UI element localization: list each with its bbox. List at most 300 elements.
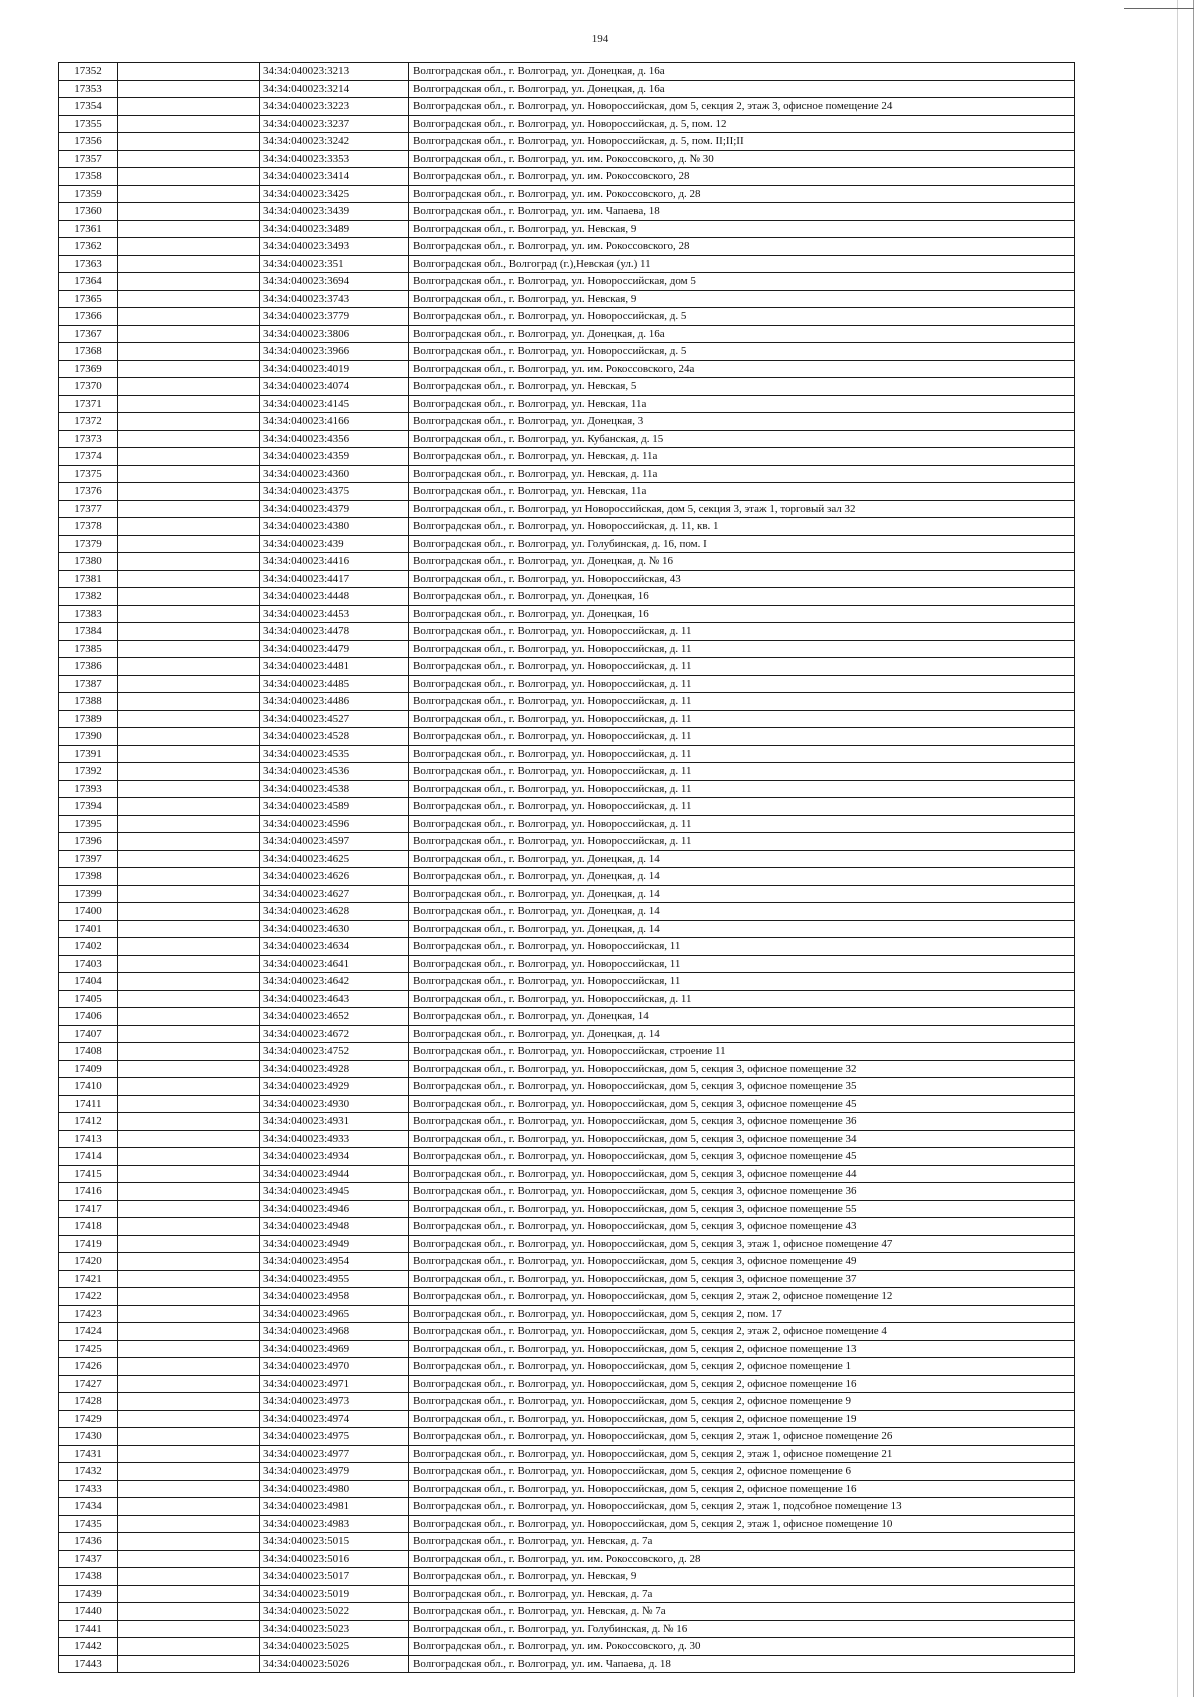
table-row <box>59 1323 1075 1341</box>
table-row <box>59 1270 1075 1288</box>
table-row <box>59 640 1075 658</box>
cadastral-number-cell: 34:34:040023:4969 <box>260 1340 409 1358</box>
table-row <box>59 1288 1075 1306</box>
address-cell: Волгоградская обл., г. Волгоград, ул. Новороссийская, д. 11 <box>409 833 1075 851</box>
table-row <box>59 465 1075 483</box>
row-number-cell: 17384 <box>59 623 118 641</box>
table-row <box>59 98 1075 116</box>
scan-edge-line <box>1193 0 1194 1697</box>
cadastral-number-cell: 34:34:040023:4074 <box>260 378 409 396</box>
table-row <box>59 1480 1075 1498</box>
row-number-cell: 17355 <box>59 115 118 133</box>
row-number-cell: 17440 <box>59 1603 118 1621</box>
cadastral-number-cell: 34:34:040023:3237 <box>260 115 409 133</box>
row-number-cell: 17406 <box>59 1008 118 1026</box>
row-number-cell: 17410 <box>59 1078 118 1096</box>
empty-cell <box>118 133 260 151</box>
row-number-cell: 17413 <box>59 1130 118 1148</box>
address-cell: Волгоградская обл., г. Волгоград, ул. Новороссийская, дом 5, секция 3, офисное помещение 43 <box>409 1218 1075 1236</box>
cadastral-number-cell: 34:34:040023:5019 <box>260 1585 409 1603</box>
row-number-cell: 17407 <box>59 1025 118 1043</box>
empty-cell <box>118 780 260 798</box>
row-number-cell: 17401 <box>59 920 118 938</box>
address-cell: Волгоградская обл., г. Волгоград, ул. им. Рокоссовского, д. 28 <box>409 1550 1075 1568</box>
cadastral-number-cell: 34:34:040023:3353 <box>260 150 409 168</box>
table-row <box>59 885 1075 903</box>
address-cell: Волгоградская обл., г. Волгоград, ул. Новороссийская, д. 11 <box>409 990 1075 1008</box>
empty-cell <box>118 920 260 938</box>
cadastral-number-cell: 34:34:040023:4478 <box>260 623 409 641</box>
row-number-cell: 17363 <box>59 255 118 273</box>
empty-cell <box>118 1148 260 1166</box>
address-cell: Волгоградская обл., г. Волгоград, ул. Новороссийская, д. 11 <box>409 658 1075 676</box>
address-cell: Волгоградская обл., г. Волгоград, ул. Донецкая, д. 14 <box>409 868 1075 886</box>
address-cell: Волгоградская обл., г. Волгоград, ул. Новороссийская, д. 11 <box>409 640 1075 658</box>
scan-edge-line-faint <box>1177 0 1178 1697</box>
empty-cell <box>118 1445 260 1463</box>
cadastral-number-cell: 34:34:040023:3743 <box>260 290 409 308</box>
row-number-cell: 17370 <box>59 378 118 396</box>
cadastral-number-cell: 34:34:040023:4535 <box>260 745 409 763</box>
empty-cell <box>118 1305 260 1323</box>
address-cell: Волгоградская обл., г. Волгоград, ул. Донецкая, д. 16а <box>409 80 1075 98</box>
empty-cell <box>118 185 260 203</box>
address-cell: Волгоградская обл., г. Волгоград, ул. Новороссийская, д. 11 <box>409 798 1075 816</box>
row-number-cell: 17352 <box>59 63 118 81</box>
table-row <box>59 535 1075 553</box>
empty-cell <box>118 1498 260 1516</box>
table-row <box>59 1025 1075 1043</box>
table-row <box>59 325 1075 343</box>
table-row <box>59 133 1075 151</box>
row-number-cell: 17434 <box>59 1498 118 1516</box>
table-row <box>59 623 1075 641</box>
row-number-cell: 17418 <box>59 1218 118 1236</box>
row-number-cell: 17426 <box>59 1358 118 1376</box>
address-cell: Волгоградская обл., г. Волгоград, ул. Новороссийская, дом 5, секция 2, этаж 1, подсобное помещение 13 <box>409 1498 1075 1516</box>
address-cell: Волгоградская обл., г. Волгоград, ул. Новороссийская, дом 5, секция 3, этаж 1, офисное помещение 47 <box>409 1235 1075 1253</box>
table-row <box>59 1358 1075 1376</box>
empty-cell <box>118 80 260 98</box>
cadastral-number-cell: 34:34:040023:4019 <box>260 360 409 378</box>
cadastral-number-cell: 34:34:040023:4536 <box>260 763 409 781</box>
table-row <box>59 220 1075 238</box>
address-cell: Волгоградская обл., г. Волгоград, ул. Новороссийская, дом 5, секция 2, офисное помещение 6 <box>409 1463 1075 1481</box>
cadastral-number-cell: 34:34:040023:4981 <box>260 1498 409 1516</box>
address-cell: Волгоградская обл., г. Волгоград, ул. Новороссийская, дом 5, секция 2, этаж 2, офисное помещение 12 <box>409 1288 1075 1306</box>
cadastral-number-cell: 34:34:040023:4933 <box>260 1130 409 1148</box>
empty-cell <box>118 903 260 921</box>
row-number-cell: 17357 <box>59 150 118 168</box>
address-cell: Волгоградская обл., г. Волгоград, ул. Новороссийская, дом 5 <box>409 273 1075 291</box>
row-number-cell: 17359 <box>59 185 118 203</box>
table-row <box>59 430 1075 448</box>
cadastral-number-cell: 34:34:040023:4589 <box>260 798 409 816</box>
address-cell: Волгоградская обл., г. Волгоград, ул. Новороссийская, дом 5, секция 2, офисное помещение 16 <box>409 1375 1075 1393</box>
registry-table <box>58 62 1075 1673</box>
table-row <box>59 1113 1075 1131</box>
cadastral-number-cell: 34:34:040023:5017 <box>260 1568 409 1586</box>
cadastral-number-cell: 34:34:040023:4453 <box>260 605 409 623</box>
row-number-cell: 17374 <box>59 448 118 466</box>
table-row <box>59 203 1075 221</box>
table-row <box>59 115 1075 133</box>
cadastral-number-cell: 34:34:040023:4486 <box>260 693 409 711</box>
cadastral-number-cell: 34:34:040023:4975 <box>260 1428 409 1446</box>
row-number-cell: 17437 <box>59 1550 118 1568</box>
address-cell: Волгоградская обл., г. Волгоград, ул. Новороссийская, дом 5, секция 2, офисное помещение 9 <box>409 1393 1075 1411</box>
address-cell: Волгоградская обл., г. Волгоград, ул. Новороссийская, д. 11 <box>409 693 1075 711</box>
empty-cell <box>118 640 260 658</box>
row-number-cell: 17378 <box>59 518 118 536</box>
cadastral-number-cell: 34:34:040023:4379 <box>260 500 409 518</box>
empty-cell <box>118 623 260 641</box>
row-number-cell: 17387 <box>59 675 118 693</box>
empty-cell <box>118 798 260 816</box>
empty-cell <box>118 1060 260 1078</box>
empty-cell <box>118 675 260 693</box>
address-cell: Волгоградская обл., г. Волгоград, ул. Новороссийская, д. 11 <box>409 623 1075 641</box>
address-cell: Волгоградская обл., г. Волгоград, ул. им. Рокоссовского, д. 30 <box>409 1638 1075 1656</box>
table-row <box>59 1533 1075 1551</box>
address-cell: Волгоградская обл., г. Волгоград, ул. Новороссийская, 11 <box>409 973 1075 991</box>
address-cell: Волгоградская обл., г. Волгоград, ул. Невская, д. № 7а <box>409 1603 1075 1621</box>
cadastral-number-cell: 34:34:040023:4968 <box>260 1323 409 1341</box>
cadastral-number-cell: 34:34:040023:4945 <box>260 1183 409 1201</box>
address-cell: Волгоградская обл., г. Волгоград, ул. Новороссийская, д. 11 <box>409 745 1075 763</box>
address-cell: Волгоградская обл., г. Волгоград, ул. Новороссийская, д. 11 <box>409 815 1075 833</box>
row-number-cell: 17416 <box>59 1183 118 1201</box>
table-row <box>59 1603 1075 1621</box>
address-cell: Волгоградская обл., г. Волгоград, ул. Донецкая, д. 14 <box>409 1025 1075 1043</box>
address-cell: Волгоградская обл., г. Волгоград, ул. Невская, д. 11а <box>409 448 1075 466</box>
cadastral-number-cell: 34:34:040023:4641 <box>260 955 409 973</box>
address-cell: Волгоградская обл., г. Волгоград, ул. Новороссийская, дом 5, секция 3, офисное помещение 45 <box>409 1148 1075 1166</box>
table-row <box>59 553 1075 571</box>
row-number-cell: 17427 <box>59 1375 118 1393</box>
address-cell: Волгоградская обл., г. Волгоград, ул. Невская, д. 7а <box>409 1533 1075 1551</box>
empty-cell <box>118 1043 260 1061</box>
empty-cell <box>118 255 260 273</box>
empty-cell <box>118 238 260 256</box>
empty-cell <box>118 1078 260 1096</box>
address-cell: Волгоградская обл., г. Волгоград, ул. им. Чапаева, 18 <box>409 203 1075 221</box>
address-cell: Волгоградская обл., г. Волгоград, ул. Новороссийская, 11 <box>409 955 1075 973</box>
empty-cell <box>118 98 260 116</box>
address-cell: Волгоградская обл., г. Волгоград, ул. Новороссийская, дом 5, секция 2, офисное помещение 13 <box>409 1340 1075 1358</box>
row-number-cell: 17417 <box>59 1200 118 1218</box>
empty-cell <box>118 360 260 378</box>
address-cell: Волгоградская обл., г. Волгоград, ул. Новороссийская, д. 5, пом. II;II;II <box>409 133 1075 151</box>
table-row <box>59 675 1075 693</box>
empty-cell <box>118 605 260 623</box>
empty-cell <box>118 868 260 886</box>
cadastral-number-cell: 34:34:040023:5016 <box>260 1550 409 1568</box>
cadastral-number-cell: 34:34:040023:3439 <box>260 203 409 221</box>
empty-cell <box>118 1183 260 1201</box>
empty-cell <box>118 1410 260 1428</box>
empty-cell <box>118 1113 260 1131</box>
cadastral-number-cell: 34:34:040023:4672 <box>260 1025 409 1043</box>
address-cell: Волгоградская обл., г. Волгоград, ул. Голубинская, д. № 16 <box>409 1620 1075 1638</box>
empty-cell <box>118 63 260 81</box>
address-cell: Волгоградская обл., г. Волгоград, ул. Донецкая, 16 <box>409 588 1075 606</box>
cadastral-number-cell: 34:34:040023:3414 <box>260 168 409 186</box>
address-cell: Волгоградская обл., г. Волгоград, ул. Голубинская, д. 16, пом. I <box>409 535 1075 553</box>
row-number-cell: 17368 <box>59 343 118 361</box>
address-cell: Волгоградская обл., г. Волгоград, ул. Новороссийская, дом 5, секция 3, офисное помещение 44 <box>409 1165 1075 1183</box>
cadastral-number-cell: 34:34:040023:5023 <box>260 1620 409 1638</box>
empty-cell <box>118 1638 260 1656</box>
table-row <box>59 1043 1075 1061</box>
address-cell: Волгоградская обл., г. Волгоград, ул. Донецкая, 3 <box>409 413 1075 431</box>
address-cell: Волгоградская обл., г. Волгоград, ул. Новороссийская, дом 5, секция 2, этаж 1, офисное помещение 21 <box>409 1445 1075 1463</box>
address-cell: Волгоградская обл., г. Волгоград, ул. Новороссийская, д. 11 <box>409 780 1075 798</box>
address-cell: Волгоградская обл., г. Волгоград, ул. Новороссийская, 43 <box>409 570 1075 588</box>
cadastral-number-cell: 34:34:040023:4527 <box>260 710 409 728</box>
cadastral-number-cell: 34:34:040023:3806 <box>260 325 409 343</box>
row-number-cell: 17392 <box>59 763 118 781</box>
row-number-cell: 17405 <box>59 990 118 1008</box>
empty-cell <box>118 1533 260 1551</box>
empty-cell <box>118 728 260 746</box>
table-row <box>59 693 1075 711</box>
address-cell: Волгоградская обл., г. Волгоград, ул. им. Чапаева, д. 18 <box>409 1655 1075 1673</box>
table-row <box>59 1060 1075 1078</box>
table-row <box>59 1410 1075 1428</box>
empty-cell <box>118 1358 260 1376</box>
cadastral-number-cell: 34:34:040023:4642 <box>260 973 409 991</box>
row-number-cell: 17431 <box>59 1445 118 1463</box>
address-cell: Волгоградская обл., г. Волгоград, ул. Новороссийская, дом 5, секция 3, офисное помещение 34 <box>409 1130 1075 1148</box>
row-number-cell: 17376 <box>59 483 118 501</box>
cadastral-number-cell: 34:34:040023:4946 <box>260 1200 409 1218</box>
cadastral-number-cell: 34:34:040023:4928 <box>260 1060 409 1078</box>
address-cell: Волгоградская обл., г. Волгоград, ул. им. Рокоссовского, д. № 30 <box>409 150 1075 168</box>
empty-cell <box>118 693 260 711</box>
cadastral-number-cell: 34:34:040023:4145 <box>260 395 409 413</box>
row-number-cell: 17375 <box>59 465 118 483</box>
cadastral-number-cell: 34:34:040023:4356 <box>260 430 409 448</box>
cadastral-number-cell: 34:34:040023:3779 <box>260 308 409 326</box>
row-number-cell: 17383 <box>59 605 118 623</box>
empty-cell <box>118 1550 260 1568</box>
empty-cell <box>118 1585 260 1603</box>
empty-cell <box>118 1428 260 1446</box>
address-cell: Волгоградская обл., г. Волгоград, ул. Донецкая, д. 16а <box>409 63 1075 81</box>
table-row <box>59 1253 1075 1271</box>
table-row <box>59 360 1075 378</box>
row-number-cell: 17430 <box>59 1428 118 1446</box>
table-row <box>59 990 1075 1008</box>
cadastral-number-cell: 34:34:040023:4596 <box>260 815 409 833</box>
address-cell: Волгоградская обл., г. Волгоград, ул. Невская, 9 <box>409 220 1075 238</box>
cadastral-number-cell: 34:34:040023:3489 <box>260 220 409 238</box>
address-cell: Волгоградская обл., г. Волгоград, ул. Новороссийская, дом 5, секция 3, офисное помещение 35 <box>409 1078 1075 1096</box>
row-number-cell: 17393 <box>59 780 118 798</box>
row-number-cell: 17403 <box>59 955 118 973</box>
empty-cell <box>118 710 260 728</box>
cadastral-number-cell: 34:34:040023:4485 <box>260 675 409 693</box>
empty-cell <box>118 850 260 868</box>
empty-cell <box>118 763 260 781</box>
empty-cell <box>118 168 260 186</box>
empty-cell <box>118 378 260 396</box>
row-number-cell: 17414 <box>59 1148 118 1166</box>
row-number-cell: 17380 <box>59 553 118 571</box>
table-row <box>59 1620 1075 1638</box>
empty-cell <box>118 290 260 308</box>
table-row <box>59 570 1075 588</box>
row-number-cell: 17372 <box>59 413 118 431</box>
cadastral-number-cell: 34:34:040023:4643 <box>260 990 409 1008</box>
table-row <box>59 955 1075 973</box>
scan-edge-tick <box>1124 8 1194 9</box>
empty-cell <box>118 203 260 221</box>
address-cell: Волгоградская обл., г. Волгоград, ул. Новороссийская, дом 5, секция 3, офисное помещение 36 <box>409 1113 1075 1131</box>
table-row <box>59 1445 1075 1463</box>
address-cell: Волгоградская обл., г. Волгоград, ул. Новороссийская, дом 5, секция 2, офисное помещение 16 <box>409 1480 1075 1498</box>
table-row <box>59 308 1075 326</box>
empty-cell <box>118 1480 260 1498</box>
empty-cell <box>118 273 260 291</box>
address-cell: Волгоградская обл., г. Волгоград, ул. Новороссийская, д. 5 <box>409 343 1075 361</box>
table-row <box>59 1515 1075 1533</box>
empty-cell <box>118 1235 260 1253</box>
row-number-cell: 17398 <box>59 868 118 886</box>
empty-cell <box>118 1603 260 1621</box>
table-row <box>59 973 1075 991</box>
address-cell: Волгоградская обл., г. Волгоград, ул. Новороссийская, д. 11 <box>409 763 1075 781</box>
table-row <box>59 1655 1075 1673</box>
address-cell: Волгоградская обл., г. Волгоград, ул. Донецкая, д. 16а <box>409 325 1075 343</box>
row-number-cell: 17362 <box>59 238 118 256</box>
address-cell: Волгоградская обл., г. Волгоград, ул. Невская, 11а <box>409 483 1075 501</box>
cadastral-number-cell: 34:34:040023:4983 <box>260 1515 409 1533</box>
address-cell: Волгоградская обл., г. Волгоград, ул. Донецкая, д. 14 <box>409 920 1075 938</box>
row-number-cell: 17436 <box>59 1533 118 1551</box>
row-number-cell: 17400 <box>59 903 118 921</box>
row-number-cell: 17388 <box>59 693 118 711</box>
cadastral-number-cell: 34:34:040023:4628 <box>260 903 409 921</box>
cadastral-number-cell: 34:34:040023:4929 <box>260 1078 409 1096</box>
address-cell: Волгоградская обл., г. Волгоград, ул. Новороссийская, дом 5, секция 2, пом. 17 <box>409 1305 1075 1323</box>
table-row <box>59 605 1075 623</box>
empty-cell <box>118 1130 260 1148</box>
address-cell: Волгоградская обл., г. Волгоград, ул. Невская, д. 7а <box>409 1585 1075 1603</box>
cadastral-number-cell: 34:34:040023:4360 <box>260 465 409 483</box>
table-row <box>59 763 1075 781</box>
cadastral-number-cell: 34:34:040023:4652 <box>260 1008 409 1026</box>
empty-cell <box>118 150 260 168</box>
address-cell: Волгоградская обл., г. Волгоград, ул. Новороссийская, д. 5 <box>409 308 1075 326</box>
empty-cell <box>118 220 260 238</box>
cadastral-number-cell: 34:34:040023:4627 <box>260 885 409 903</box>
address-cell: Волгоградская обл., г. Волгоград, ул. Новороссийская, дом 5, секция 3, офисное помещение 45 <box>409 1095 1075 1113</box>
row-number-cell: 17421 <box>59 1270 118 1288</box>
cadastral-number-cell: 34:34:040023:4971 <box>260 1375 409 1393</box>
cadastral-number-cell: 34:34:040023:4538 <box>260 780 409 798</box>
table-row <box>59 1550 1075 1568</box>
address-cell: Волгоградская обл., г. Волгоград, ул. Новороссийская, д. 11 <box>409 728 1075 746</box>
address-cell: Волгоградская обл., г. Волгоград, ул. Донецкая, д. 14 <box>409 903 1075 921</box>
table-row <box>59 1008 1075 1026</box>
table-row <box>59 255 1075 273</box>
empty-cell <box>118 1655 260 1673</box>
cadastral-number-cell: 34:34:040023:3223 <box>260 98 409 116</box>
empty-cell <box>118 588 260 606</box>
cadastral-number-cell: 34:34:040023:4481 <box>260 658 409 676</box>
empty-cell <box>118 885 260 903</box>
table-row <box>59 1095 1075 1113</box>
row-number-cell: 17409 <box>59 1060 118 1078</box>
cadastral-number-cell: 34:34:040023:4417 <box>260 570 409 588</box>
cadastral-number-cell: 34:34:040023:439 <box>260 535 409 553</box>
row-number-cell: 17364 <box>59 273 118 291</box>
cadastral-number-cell: 34:34:040023:4974 <box>260 1410 409 1428</box>
cadastral-number-cell: 34:34:040023:3242 <box>260 133 409 151</box>
cadastral-number-cell: 34:34:040023:4973 <box>260 1393 409 1411</box>
empty-cell <box>118 1375 260 1393</box>
address-cell: Волгоградская обл., г. Волгоград, ул. Невская, 9 <box>409 1568 1075 1586</box>
row-number-cell: 17424 <box>59 1323 118 1341</box>
address-cell: Волгоградская обл., г. Волгоград, ул. им. Рокоссовского, д. 28 <box>409 185 1075 203</box>
address-cell: Волгоградская обл., г. Волгоград, ул. Новороссийская, дом 5, секция 2, офисное помещение 1 <box>409 1358 1075 1376</box>
row-number-cell: 17433 <box>59 1480 118 1498</box>
table-row <box>59 1218 1075 1236</box>
cadastral-number-cell: 34:34:040023:4934 <box>260 1148 409 1166</box>
table-row <box>59 1148 1075 1166</box>
table-row <box>59 920 1075 938</box>
row-number-cell: 17428 <box>59 1393 118 1411</box>
cadastral-number-cell: 34:34:040023:3966 <box>260 343 409 361</box>
cadastral-number-cell: 34:34:040023:4375 <box>260 483 409 501</box>
address-cell: Волгоградская обл., г. Волгоград, ул. Новороссийская, дом 5, секция 2, этаж 1, офисное помещение 10 <box>409 1515 1075 1533</box>
address-cell: Волгоградская обл., г. Волгоград, ул. Новороссийская, дом 5, секция 2, этаж 3, офисное помещение 24 <box>409 98 1075 116</box>
cadastral-number-cell: 34:34:040023:4479 <box>260 640 409 658</box>
table-row <box>59 903 1075 921</box>
cadastral-number-cell: 34:34:040023:5026 <box>260 1655 409 1673</box>
cadastral-number-cell: 34:34:040023:4948 <box>260 1218 409 1236</box>
empty-cell <box>118 990 260 1008</box>
empty-cell <box>118 973 260 991</box>
cadastral-number-cell: 34:34:040023:4949 <box>260 1235 409 1253</box>
cadastral-number-cell: 34:34:040023:4630 <box>260 920 409 938</box>
row-number-cell: 17423 <box>59 1305 118 1323</box>
address-cell: Волгоградская обл., г. Волгоград, ул. Невская, 5 <box>409 378 1075 396</box>
table-row <box>59 395 1075 413</box>
empty-cell <box>118 955 260 973</box>
cadastral-number-cell: 34:34:040023:5022 <box>260 1603 409 1621</box>
address-cell: Волгоградская обл., г. Волгоград, ул. Новороссийская, дом 5, секция 2, офисное помещение 19 <box>409 1410 1075 1428</box>
cadastral-number-cell: 34:34:040023:3214 <box>260 80 409 98</box>
table-row <box>59 798 1075 816</box>
empty-cell <box>118 1288 260 1306</box>
cadastral-number-cell: 34:34:040023:4955 <box>260 1270 409 1288</box>
row-number-cell: 17402 <box>59 938 118 956</box>
cadastral-number-cell: 34:34:040023:4954 <box>260 1253 409 1271</box>
row-number-cell: 17396 <box>59 833 118 851</box>
table-row <box>59 1463 1075 1481</box>
empty-cell <box>118 938 260 956</box>
table-row <box>59 238 1075 256</box>
row-number-cell: 17415 <box>59 1165 118 1183</box>
empty-cell <box>118 1253 260 1271</box>
table-row <box>59 868 1075 886</box>
table-row <box>59 850 1075 868</box>
table-row <box>59 1568 1075 1586</box>
row-number-cell: 17399 <box>59 885 118 903</box>
